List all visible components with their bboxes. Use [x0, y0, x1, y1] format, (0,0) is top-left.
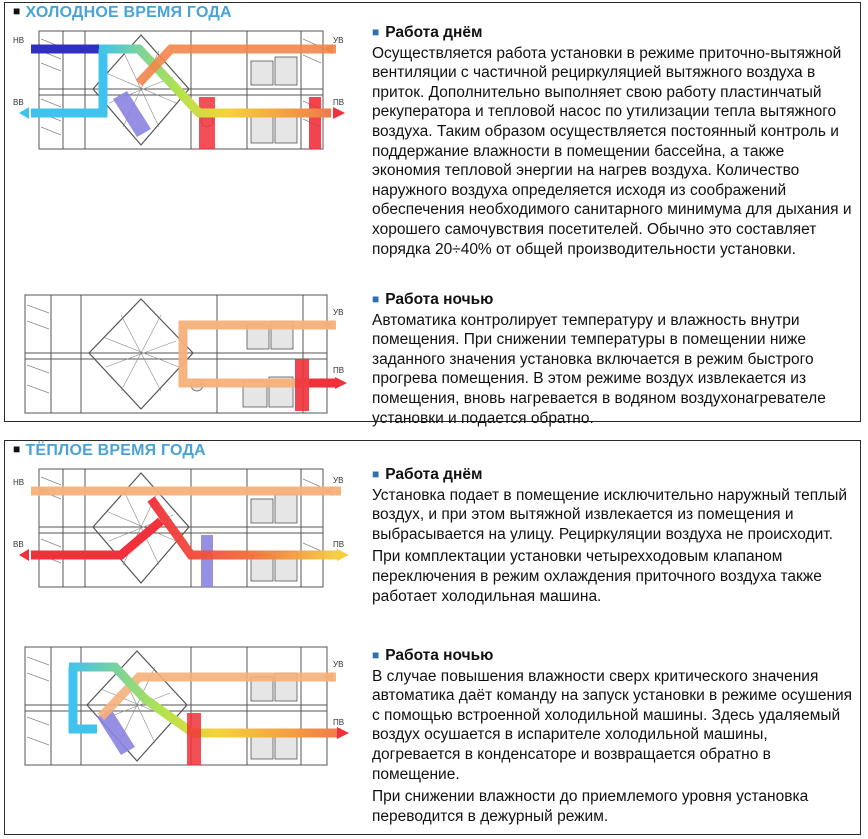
- nv-label: НВ: [13, 478, 25, 487]
- pv-label: ПВ: [333, 718, 345, 727]
- warm-night-paragraph: В случае повышения влажности сверх критического значения автоматика даёт команду на запуск установки в режиме осушения с помощью встроенной холодильной машины. Здесь удаляемый воздух осушается в испарителе холодильной машины, догревается в конденсаторе и возвращается обратно в помещение.: [372, 667, 853, 783]
- cold-day-text: [372, 23, 856, 259]
- cold-night-heading: ■ Работа ночью: [372, 291, 494, 308]
- warm-day-paragraph: Установка подает в помещение исключительно наружный теплый воздух, и при этом вытяжной извлекается из помещения и выбрасывается на улицу. Рециркуляции воздуха не происходит.: [372, 486, 848, 543]
- uv-label: УВ: [333, 660, 344, 669]
- vv-label: ВВ: [13, 98, 24, 107]
- cold-season-title: ■ ХОЛОДНОЕ ВРЕМЯ ГОДА: [13, 4, 232, 21]
- cold-night-paragraph: Автоматика контролирует температуру и влажность внутри помещения. При снижении температуры в помещении ниже заданного значения установка включается в режим быстрого прогрева помещения. В этом режиме воздух извлекается из помещения, вновь нагревается в водяном воздухонагревателе установки и подается обратно.: [372, 311, 826, 427]
- warm-season-title: ■ ТЁПЛОЕ ВРЕМЯ ГОДА: [13, 442, 206, 459]
- cold-day-diagram: [11, 21, 356, 156]
- warm-season-panel: [4, 440, 861, 835]
- cold-day-paragraph: Осуществляется работа установки в режиме приточно-вытяжной вентиляции с частичной рециркуляцией вытяжного воздуха в приток. Дополнительно выполняет свою работу пластинчатый рекуператора и тепловой насос по утилизации тепла вытяжного воздуха. Таким образом осуществляется постоянный контроль и поддержание влажности в помещении бассейна, а также экономия тепловой энергии на нагрев воздуха. Количество наружного воздуха определяется исходя из соображений обеспечения необходимого санитарного минимума для дыхания и хорошего самочувствия посетителей. Обычно это составляет порядка 20÷40% от общей производительности установки.: [372, 44, 852, 258]
- cold-night-diagram: [11, 285, 356, 420]
- warm-night-diagram: [11, 637, 356, 772]
- cold-day-heading: ■ Работа днём: [372, 24, 483, 41]
- warm-day-paragraph-2: При комплектации установки четырехходовым клапаном переключения в режим охлаждения приточного воздуха также работает холодильная машина.: [372, 548, 822, 605]
- warm-day-heading: ■ Работа днём: [372, 466, 483, 483]
- pv-label: ПВ: [333, 366, 345, 375]
- uv-label: УВ: [333, 476, 344, 485]
- uv-label: УВ: [333, 308, 344, 317]
- warm-day-text: [372, 465, 856, 606]
- nv-label: НВ: [13, 36, 25, 45]
- vv-label: ВВ: [13, 540, 24, 549]
- warm-night-paragraph-2: При снижении влажности до приемлемого уровня установка переводится в дежурный режим.: [372, 788, 809, 825]
- warm-night-heading: ■ Работа ночью: [372, 647, 494, 664]
- cold-night-text: [372, 290, 856, 428]
- uv-label: УВ: [333, 36, 344, 45]
- warm-night-text: [372, 646, 856, 826]
- pv-label: ПВ: [333, 98, 345, 107]
- warm-day-diagram: [11, 459, 356, 594]
- cold-season-panel: [4, 2, 861, 427]
- pv-label: ПВ: [333, 540, 345, 549]
